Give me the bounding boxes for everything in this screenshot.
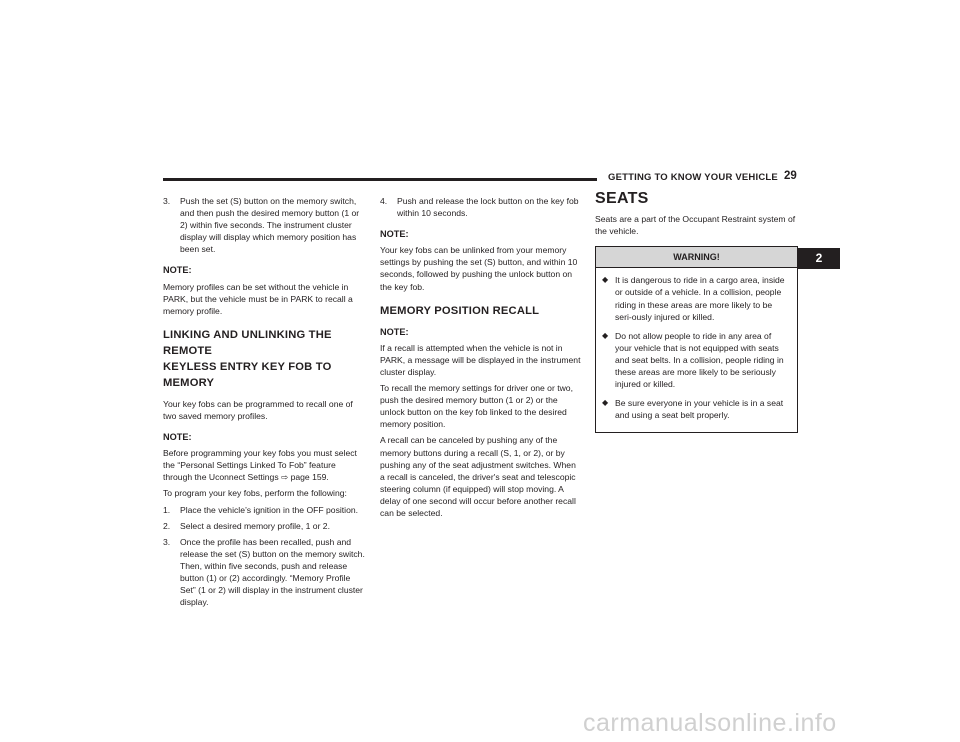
note-label: NOTE:: [163, 265, 192, 276]
list-item: 2. Select a desired memory profile, 1 or 2.: [163, 520, 330, 531]
note-text: Memory profiles can be set without the vehicle in PARK, but the vehicle must be in PARK to recall a memory profile.: [163, 281, 353, 316]
note-label: NOTE:: [380, 229, 409, 240]
note-label: NOTE:: [380, 326, 409, 337]
warning-box: [595, 246, 798, 433]
note-text: If a recall is attempted when the vehicle is not in PARK, a message will be displayed in the instrument cluster display.: [380, 342, 581, 377]
warning-title: WARNING!: [596, 247, 797, 268]
bullet-icon: ◆: [602, 398, 609, 408]
section-heading-key-fob: LINKING AND UNLINKING THE REMOTE KEYLESS ENTRY KEY FOB TO MEMORY: [163, 328, 332, 389]
list-item: ◆ It is dangerous to ride in a cargo area, inside or outside of a vehicle. In a collision, people riding in these areas are more likely to be seri-ously injured or killed.: [602, 275, 785, 322]
page-number: 29: [784, 170, 797, 182]
note-text: Before programming your key fobs you must select the “Personal Settings Linked To Fob” feature through the Uconnect Settings ⇨ page 159.: [163, 448, 357, 483]
header-rule: [163, 178, 597, 181]
list-item: 1. Place the vehicle’s ignition in the OFF position.: [163, 504, 359, 515]
list-item: 3. Push the set (S) button on the memory switch, and then push the desired memory button (1 or 2) within five seconds. The instrument cluster display will display which memory position has been set.: [163, 196, 360, 255]
running-header-title: GETTING TO KNOW YOUR VEHICLE: [608, 172, 778, 183]
section-heading-seats: SEATS: [595, 190, 649, 207]
intro-paragraph: Your key fobs can be programmed to recall one of two saved memory profiles.: [163, 398, 353, 421]
chapter-tab: 2: [798, 248, 840, 269]
column-right: [595, 190, 798, 433]
bullet-icon: ◆: [602, 330, 609, 340]
intro-paragraph: Seats are a part of the Occupant Restraint system of the vehicle.: [595, 214, 796, 237]
paragraph: To recall the memory settings for driver one or two, push the desired memory button (1 or 2) or the unlock button on the key fob linked to the desired memory position.: [380, 383, 573, 430]
watermark: carmanualsonline.info: [583, 709, 837, 737]
warning-list: [596, 268, 797, 432]
list-item: ◆ Do not allow people to ride in any area of your vehicle that is not equipped with seats and seat belts. In a collision, people riding in these areas are more likely to be seriously injured or killed.: [602, 330, 784, 390]
note-label: NOTE:: [163, 432, 192, 443]
list-item: ◆ Be sure everyone in your vehicle is in a seat and using a seat belt properly.: [602, 398, 784, 421]
step-list-continued: [380, 195, 583, 219]
note-text: Your key fobs can be unlinked from your memory settings by pushing the set (S) button, and within 10 seconds, followed by pushing the unlock button on the key fob.: [380, 245, 578, 292]
column-middle: [380, 195, 583, 523]
bullet-icon: ◆: [602, 275, 609, 285]
section-heading-memory-recall: MEMORY POSITION RECALL: [380, 304, 540, 317]
paragraph: A recall can be canceled by pushing any of the memory buttons during a recall (S, 1, or 2), or by pushing any of the seat adjustment switches. When a recall is canceled, the driver's seat and telescopic steering column (if equipped) will stop moving. A delay of one second will occur before another recall can be selected.: [380, 435, 576, 518]
column-left: [163, 195, 366, 612]
program-steps: [163, 504, 366, 609]
list-item: 3. Once the profile has been recalled, push and release the set (S) button on the memory switch. Then, within five seconds, push and release button (1) or (2) accordingly. “Memory Profile Set” (1 or 2) will display in the instrument cluster display.: [163, 536, 365, 608]
step-list-continued: [163, 195, 366, 255]
list-item: 4. Push and release the lock button on the key fob within 10 seconds.: [380, 196, 579, 219]
program-intro: To program your key fobs, perform the following:: [163, 488, 347, 499]
